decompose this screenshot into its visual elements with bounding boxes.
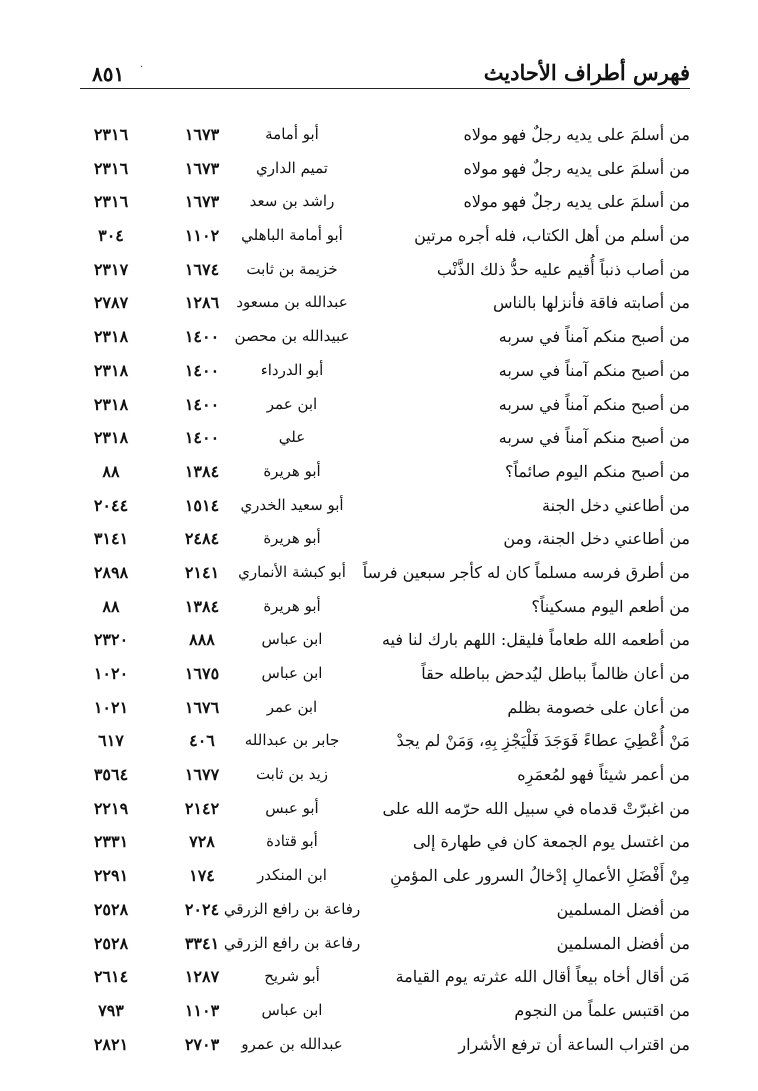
index-row [80,691,690,725]
index-row [80,792,690,826]
hadith-text: من أفضل المسلمين [556,933,690,953]
reference-number: ٨٨ [102,461,120,481]
index-row [80,825,690,859]
narrator-name: أبو كبشة الأنماري [238,562,346,581]
narrator-name: أبو هريرة [263,461,321,480]
hadith-number: ١٧٤ [189,866,215,886]
hadith-number: ١٦٧٤ [184,259,220,279]
index-row [80,657,690,691]
running-title: فهرس أطراف الأحاديث [483,60,690,85]
reference-number: ٢٢٩١ [93,866,129,886]
reference-number: ٢٣١٨ [93,327,129,347]
hadith-number: ١٤٠٠ [184,394,220,414]
reference-number: ٢٥٢٨ [93,899,129,919]
narrator-name: عبدالله بن عمرو [241,1034,343,1053]
index-row [80,152,690,186]
index-row [80,758,690,792]
reference-number: ٢٧٨٧ [93,293,129,313]
index-row [80,1028,690,1062]
narrator-name: علي [278,428,306,447]
narrator-name: خزيمة بن ثابت [246,259,338,278]
hadith-number: ١٤٠٠ [184,327,220,347]
hadith-text: من أصبح منكم آمناً في سربه [498,394,690,414]
hadith-number: ٢٠٢٤ [184,899,220,919]
narrator-name: جابر بن عبدالله [244,731,340,750]
narrator-name: راشد بن سعد [249,192,335,211]
hadith-text: مَن أقال أخاه بيعاً أقال الله عثرته يوم القيامة [395,967,690,987]
narrator-name: أبو هريرة [263,596,321,615]
narrator-name: أبو سعيد الخدري [240,495,344,514]
hadith-number: ١٦٧٥ [184,664,220,683]
narrator-name: أبو أمامة الباهلي [241,226,343,245]
reference-number: ١٠٢١ [93,697,129,717]
narrator-name: ابن عباس [261,1000,323,1019]
hadith-text: من أسلمَ على يديه رجلٌ فهو مولاه [463,192,690,212]
reference-number: ٢٢١٩ [93,798,129,818]
page-header [80,52,690,92]
hadith-text: من أعان ظالماً بباطل ليُدحض بباطله حقاً [421,664,690,683]
reference-number: ٢٣١٨ [93,394,129,414]
hadith-text: من أفضل المسلمين [556,899,690,919]
narrator-name: أبو قتادة [266,832,318,851]
narrator-name: أبو عبس [265,798,319,817]
hadith-text: من اقتراب الساعة أن ترفع الأشرار [458,1034,690,1054]
index-row [80,927,690,961]
narrator-name: رفاعة بن رافع الزرقي [223,933,361,952]
reference-number: ٣٠٤ [98,226,124,246]
index-row [80,556,690,590]
narrator-name: عبدالله بن مسعود [236,293,348,312]
reference-number: ٢٥٢٨ [93,933,129,953]
reference-number: ١٠٢٠ [93,664,129,683]
index-row [80,185,690,219]
hadith-number: ١٦٧٦ [184,697,220,717]
hadith-text: من أطاعني دخل الجنة، ومن [503,529,690,549]
index-row [80,893,690,927]
hadith-number: ١٤٠٠ [184,360,220,380]
header-dot: · [140,62,144,73]
reference-number: ٧٩٣ [98,1000,124,1020]
reference-number: ٢٠٤٤ [93,495,129,515]
hadith-number: ١٦٧٣ [184,192,220,212]
hadith-text: من أسلمَ على يديه رجلٌ فهو مولاه [463,125,690,144]
index-row [80,960,690,994]
narrator-name: ابن عباس [261,630,323,649]
hadith-number: ١٣٨٤ [184,461,220,481]
narrator-name: أبو شريح [264,967,320,986]
reference-number: ٢٣١٧ [93,259,129,279]
reference-number: ٢٣١٨ [93,360,129,380]
hadith-text: من أصابته فاقة فأنزلها بالناس [493,293,690,313]
hadith-number: ١٦٧٣ [184,158,220,178]
hadith-number: ١١٠٣ [184,1000,220,1020]
hadith-number: ٢٤٨٤ [184,529,220,549]
hadith-number: ١٦٧٧ [184,765,220,785]
hadith-number: ٣٣٤١ [184,933,220,953]
reference-number: ٢٣١٦ [93,158,129,178]
hadith-text: من أصبح منكم آمناً في سربه [498,360,690,380]
narrator-name: أبو الدرداء [260,360,324,379]
hadith-number: ١٢٨٧ [184,967,220,987]
index-row [80,522,690,556]
index-row [80,286,690,320]
hadith-number: ٨٨٨ [189,630,215,650]
narrator-name: رفاعة بن رافع الزرقي [223,899,361,918]
hadith-number: ١٦٧٣ [184,125,220,144]
hadith-text: من أصبح منكم آمناً في سربه [498,428,690,448]
index-row [80,724,690,758]
hadith-text: من أعمر شيئاً فهو لمُعمَرِه [517,765,690,785]
hadith-text: من أسلمَ على يديه رجلٌ فهو مولاه [463,158,690,178]
hadith-number: ٢١٤٢ [184,798,220,818]
hadith-text: مِنْ أَفْضَلِ الأعمالِ إدْخالُ السرور على المؤمنِ [390,866,690,886]
hadith-number: ٢٧٠٣ [184,1034,220,1054]
hadith-text: من اغتسل يوم الجمعة كان في طهارة إلى [412,832,690,852]
reference-number: ٨٨ [102,596,120,616]
hadith-text: مَنْ أُعْطِيَ عطاءً فَوَجَدَ فَلْيَجْزِ بِهِ، وَمَنْ لم يجدْ [396,731,690,751]
hadith-number: ١١٠٢ [184,226,220,246]
reference-number: ٢٣١٦ [93,192,129,212]
index-row [80,994,690,1028]
reference-number: ٢٣٣١ [93,832,129,852]
hadith-number: ٧٢٨ [189,832,215,852]
header-rule [80,88,690,89]
reference-number: ٣١٤١ [93,529,129,549]
hadith-text: من أصبح منكم اليوم صائماً؟ [504,461,690,481]
reference-number: ٢٣١٦ [93,125,129,144]
hadith-text: من أعان على خصومة بظلم [507,697,690,717]
hadith-number: ١٢٨٦ [184,293,220,313]
index-row [80,489,690,523]
index-row [80,455,690,489]
hadith-number: ٤٠٦ [189,731,215,751]
hadith-text: من أسلم من أهل الكتاب، فله أجره مرتين [414,226,690,246]
hadith-text: من أصبح منكم آمناً في سربه [498,327,690,347]
hadith-text: من أصاب ذنباً أُقيم عليه حدُّ ذلك الذَّنْب [436,259,690,279]
index-row [80,219,690,253]
hadith-number: ١٥١٤ [184,495,220,515]
narrator-name: ابن المنكدر [257,866,327,885]
hadith-number: ١٤٠٠ [184,428,220,448]
reference-number: ٦١٧ [98,731,124,751]
narrator-name: ابن عمر [266,697,318,716]
index-row [80,354,690,388]
page-number: ٨٥١ [92,62,125,86]
hadith-text: من اغبرّتْ قدماه في سبيل الله حرّمه الله على [382,798,690,818]
hadith-text: من اقتبس علماً من النجوم [514,1000,690,1020]
index-row [80,388,690,422]
narrator-name: عبيدالله بن محصن [234,327,350,346]
index-row [80,253,690,287]
hadith-index-list [80,118,690,1061]
index-row [80,118,690,152]
index-row [80,320,690,354]
index-row [80,859,690,893]
reference-number: ٢٣١٨ [93,428,129,448]
narrator-name: ابن عباس [261,664,323,682]
narrator-name: أبو أمامة [265,125,319,143]
reference-number: ٢٨٩٨ [93,562,129,582]
narrator-name: زيد بن ثابت [255,765,329,784]
hadith-text: من أطعم اليوم مسكيناً؟ [531,596,690,616]
reference-number: ٣٥٦٤ [93,765,129,785]
narrator-name: تميم الداري [256,158,328,177]
hadith-text: من أطعمه الله طعاماً فليقل: اللهم بارك لنا فيه [381,630,690,650]
narrator-name: ابن عمر [266,394,318,413]
index-row [80,590,690,624]
index-row [80,421,690,455]
reference-number: ٢٦١٤ [93,967,129,987]
index-row [80,623,690,657]
hadith-text: من أطاعني دخل الجنة [542,495,690,515]
hadith-number: ٢١٤١ [184,562,220,582]
narrator-name: أبو هريرة [263,529,321,548]
reference-number: ٢٣٢٠ [93,630,129,650]
hadith-text: من أطرق فرسه مسلماً كان له كأجر سبعين فرساً [362,562,690,582]
reference-number: ٢٨٢١ [93,1034,129,1054]
hadith-number: ١٣٨٤ [184,596,220,616]
